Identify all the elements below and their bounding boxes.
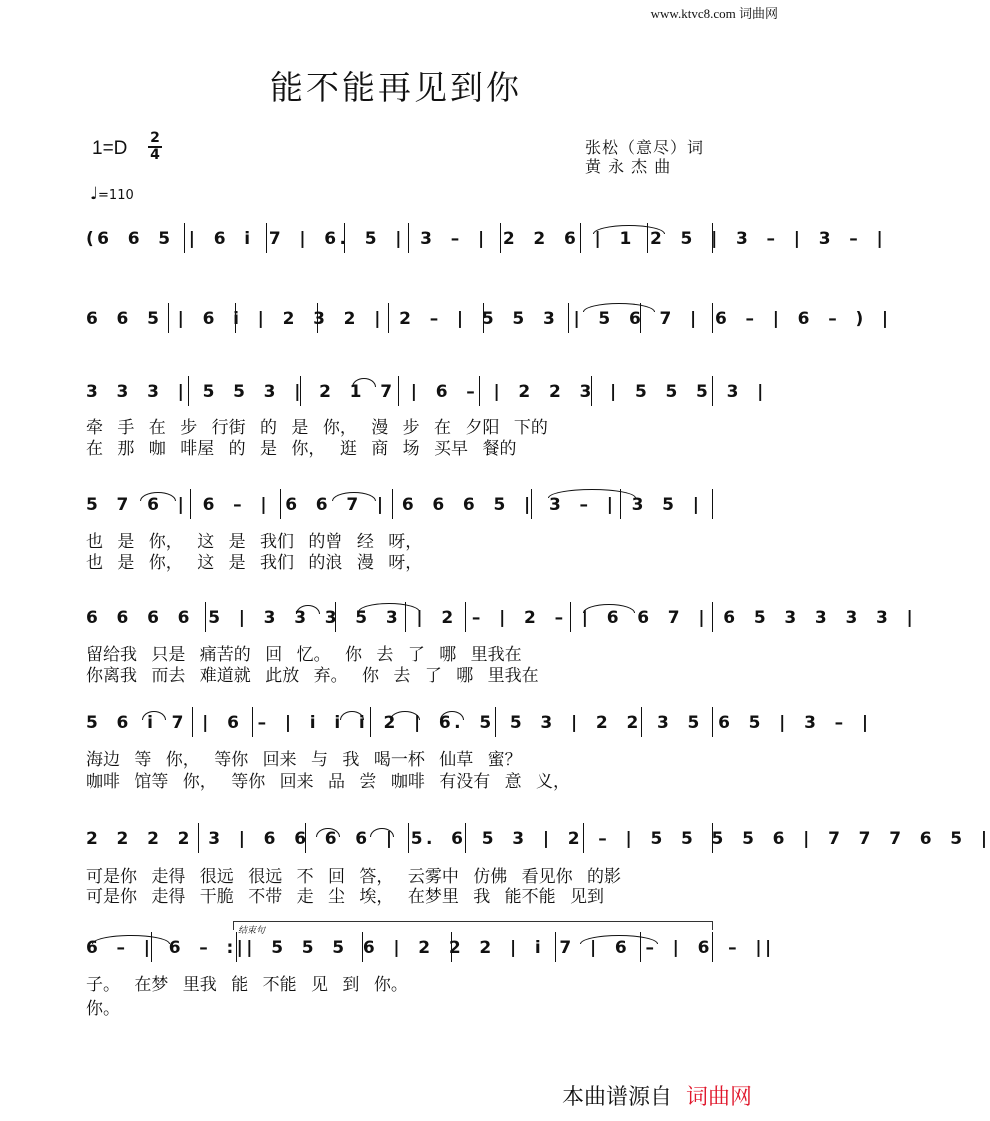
barline: [398, 376, 399, 406]
slur: [352, 378, 376, 387]
slur: [140, 492, 176, 501]
barline: [362, 932, 363, 962]
slur: [583, 604, 635, 613]
barline: [531, 489, 532, 519]
barline: [188, 376, 189, 406]
barline: [235, 303, 236, 333]
lyric-verse-2: 也 是 你， 这 是 我们 的浪 漫 呀，: [86, 553, 423, 573]
barline: [300, 376, 301, 406]
lyric-verse-2: 可是你 走得 干脆 不带 走 尘 埃， 在梦里 我 能不能 见到: [86, 887, 605, 907]
barline: [451, 932, 452, 962]
barline: [591, 376, 592, 406]
barline: [335, 602, 336, 632]
lyric-verse-1: 也 是 你， 这 是 我们 的曾 经 呀，: [86, 532, 423, 552]
footer: 本曲谱源自 词曲网: [562, 1085, 753, 1110]
slur: [593, 225, 665, 234]
lyric-verse-1: 留给我 只是 痛苦的 回 忆。 你 去 了 哪 里我在: [86, 645, 522, 665]
barline: [555, 932, 556, 962]
barline: [583, 823, 584, 853]
barline: [408, 223, 409, 253]
lyric-verse-2: 你。: [86, 999, 120, 1019]
quarter-note-icon: ♩: [90, 184, 99, 204]
barline: [479, 376, 480, 406]
site-watermark: www.ktvc8.com 词曲网: [650, 6, 778, 21]
barline: [712, 823, 713, 853]
key-signature: 1=D: [92, 138, 128, 159]
slur: [583, 303, 655, 312]
barline: [408, 823, 409, 853]
barline: [712, 602, 713, 632]
barline: [712, 376, 713, 406]
lyric-verse-1: 子。 在梦 里我 能 不能 见 到 你。: [86, 975, 408, 995]
barline: [712, 707, 713, 737]
barline: [570, 602, 571, 632]
barline: [712, 303, 713, 333]
barline: [280, 489, 281, 519]
slur: [332, 492, 376, 501]
barline: [483, 303, 484, 333]
barline: [392, 489, 393, 519]
note-row: (6 6 5 | 6 i 7 | 6. 5 | 3 – | 2 2 6 | 1 2 5 | 3 – | 3 – |: [86, 229, 887, 249]
barline: [192, 707, 193, 737]
composer: 黄 永 杰 曲: [585, 157, 672, 176]
barline: [205, 602, 206, 632]
slur: [296, 605, 320, 614]
barline: [712, 489, 713, 519]
ending-bracket: [233, 921, 713, 930]
barline: [568, 303, 569, 333]
lyric-verse-1: 可是你 走得 很远 很远 不 回 答， 云雾中 仿佛 看见你 的影: [86, 867, 622, 887]
tempo-marking: ♩=110: [90, 184, 134, 204]
barline: [580, 223, 581, 253]
slur: [92, 935, 170, 944]
barline: [236, 932, 237, 962]
barline: [712, 223, 713, 253]
barline: [266, 223, 267, 253]
lyric-verse-2: 咖啡 馆等 你， 等你 回来 品 尝 咖啡 有没有 意 义，: [86, 772, 571, 792]
song-title: 能不能再见到你: [270, 68, 522, 107]
lyric-verse-2: 在 那 咖 啡屋 的 是 你， 逛 商 场 买早 餐的: [86, 439, 517, 459]
note-row: 5 7 6 | 6 – | 6 6 7 | 6 6 6 5 | 3 – | 3 5 |: [86, 495, 703, 515]
barline: [168, 303, 169, 333]
note-row: 5 6 i 7 | 6 – | i i i 2 | 6. 5 5 3 | 2 2 3 5 6 5 | 3 – |: [86, 713, 872, 733]
note-row: 2 2 2 2 3 | 6 6 6 6 | 5. 6 5 3 | 2 – | 5 5 5 5 6 | 7 7 7 6 5 |: [86, 829, 990, 849]
barline: [465, 602, 466, 632]
lyric-verse-2: 你离我 而去 难道就 此放 弃。 你 去 了 哪 里我在: [86, 666, 539, 686]
ending-label: 结束句: [238, 926, 266, 936]
barline: [641, 707, 642, 737]
credits: [585, 138, 704, 176]
barline: [184, 223, 185, 253]
barline: [500, 223, 501, 253]
note-row: 6 6 5 | 6 i | 2 3 2 | 2 – | 5 5 3 | 5 6 7 | 6 – | 6 – ) |: [86, 309, 892, 329]
slur: [358, 603, 420, 612]
slur: [548, 489, 636, 498]
time-signature: 2 4: [148, 132, 162, 162]
barline: [465, 823, 466, 853]
note-row: 6 – | 6 – :|| 5 5 5 6 | 2 2 2 | i 7 | 6 – | 6 – ||: [86, 938, 775, 958]
slur: [580, 935, 658, 944]
barline: [388, 303, 389, 333]
lyric-verse-1: 海边 等 你， 等你 回来 与 我 喝一杯 仙草 蜜？: [86, 750, 522, 770]
lyricist: 张松（意尽）词: [585, 138, 705, 157]
barline: [198, 823, 199, 853]
barline: [370, 707, 371, 737]
note-row: 3 3 3 | 5 5 3 | 2 1 7 | 6 – | 2 2 3 | 5 5 5 3 |: [86, 382, 767, 402]
lyric-verse-1: 牵 手 在 步 行街 的 是 你， 漫 步 在 夕阳 下的: [86, 418, 548, 438]
barline: [305, 823, 306, 853]
barline: [252, 707, 253, 737]
barline: [317, 303, 318, 333]
barline: [495, 707, 496, 737]
barline: [712, 932, 713, 962]
barline: [190, 489, 191, 519]
note-row: 6 6 6 6 5 | 3 3 3 5 3 | 2 – | 2 – | 6 6 7 | 6 5 3 3 3 3 |: [86, 608, 917, 628]
barline: [344, 223, 345, 253]
